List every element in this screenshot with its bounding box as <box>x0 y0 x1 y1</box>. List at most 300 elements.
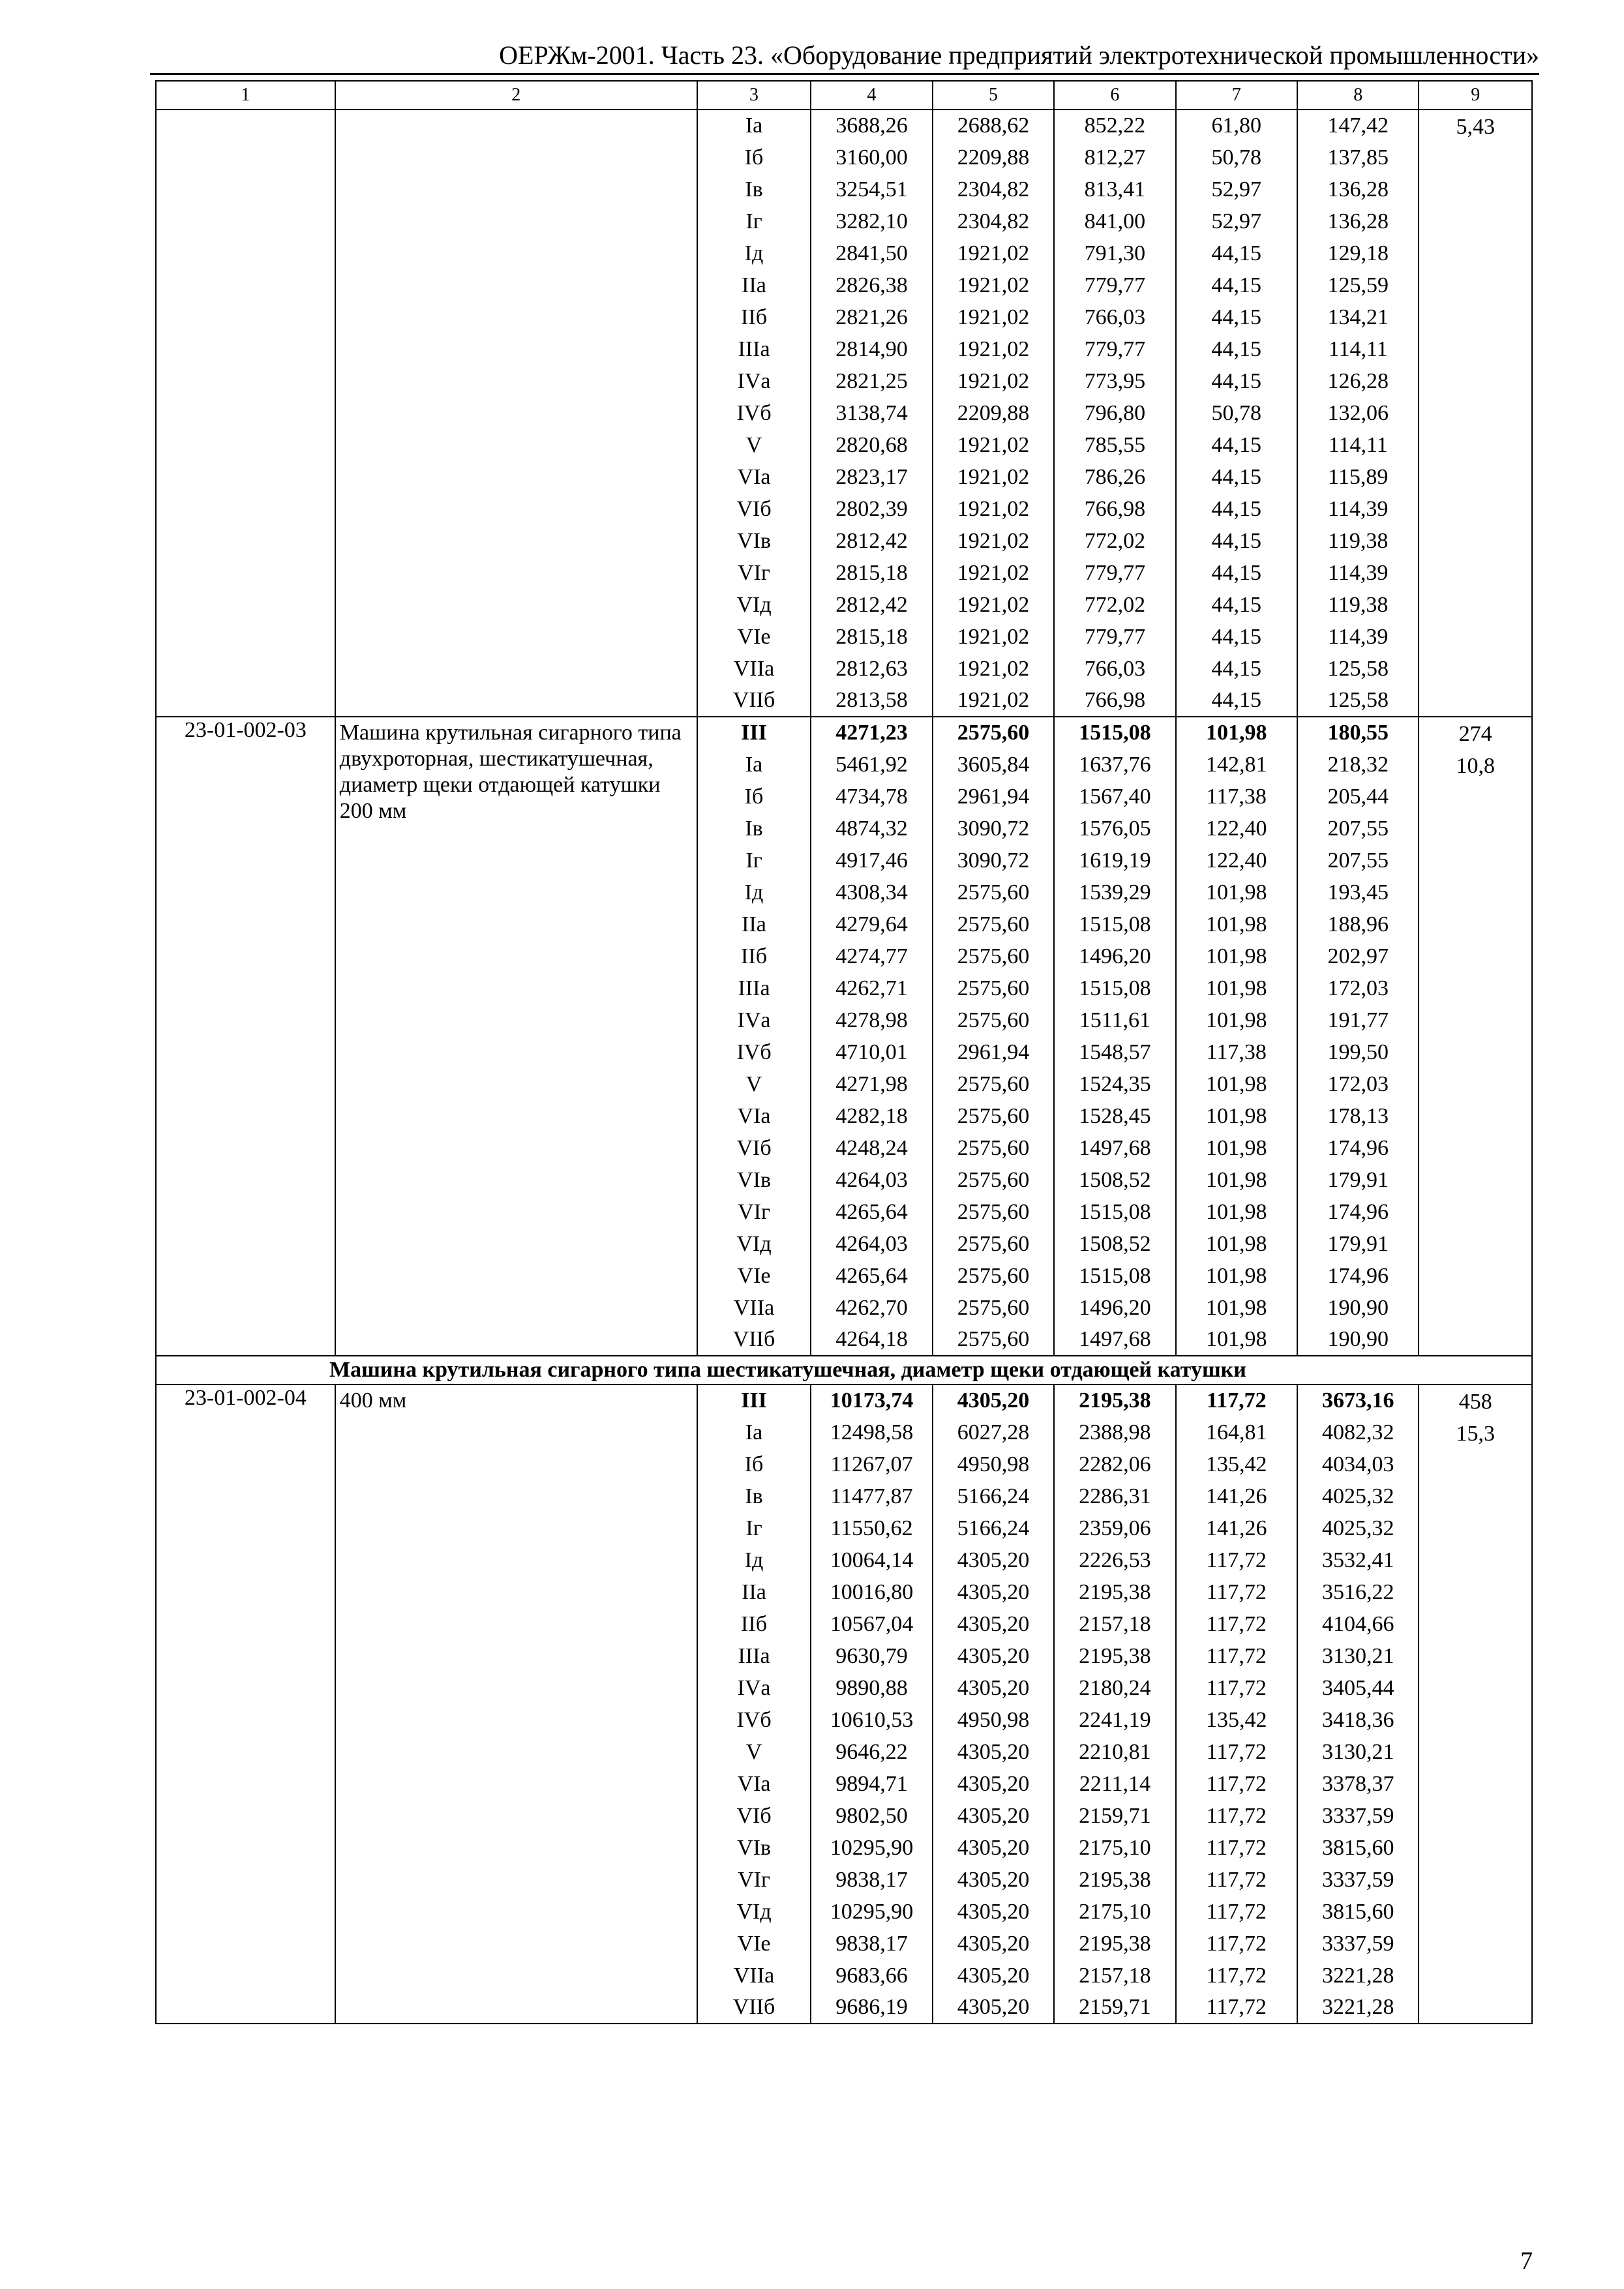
value-cell-c8: 3673,16 <box>1297 1384 1419 1416</box>
zone-cell: Iв <box>697 173 811 205</box>
value-cell-c8: 3378,37 <box>1297 1768 1419 1800</box>
column-numbers-row <box>156 81 1532 110</box>
value-cell-c8: 174,96 <box>1297 1132 1419 1164</box>
value-cell-c7: 44,15 <box>1176 429 1297 461</box>
value-cell-c6: 1548,57 <box>1054 1036 1175 1068</box>
value-cell-c6: 812,27 <box>1054 142 1175 173</box>
value-cell-c8: 172,03 <box>1297 972 1419 1004</box>
value-cell-c4: 11267,07 <box>811 1448 932 1480</box>
value-cell-c6: 1567,40 <box>1054 781 1175 813</box>
page-number: 7 <box>1520 2247 1533 2275</box>
value-cell-c6: 772,02 <box>1054 589 1175 621</box>
value-cell-c4: 9646,22 <box>811 1736 932 1768</box>
value-cell-c4: 4710,01 <box>811 1036 932 1068</box>
value-cell-c4: 4278,98 <box>811 1004 932 1036</box>
zone-cell: Iб <box>697 1448 811 1480</box>
zone-cell: VIIа <box>697 1960 811 1992</box>
value-cell-c8: 136,28 <box>1297 205 1419 237</box>
header-rule <box>150 73 1539 75</box>
value-cell-c4: 12498,58 <box>811 1416 932 1448</box>
value-cell-c4: 10567,04 <box>811 1608 932 1640</box>
value-cell-c5: 1921,02 <box>933 301 1054 333</box>
value-cell-c6: 1497,68 <box>1054 1324 1175 1356</box>
value-cell-c5: 1921,02 <box>933 621 1054 653</box>
value-cell-c7: 122,40 <box>1176 845 1297 876</box>
value-cell-c6: 2226,53 <box>1054 1544 1175 1576</box>
value-cell-c7: 61,80 <box>1176 110 1297 142</box>
value-cell-c6: 791,30 <box>1054 237 1175 269</box>
value-cell-c5: 1921,02 <box>933 333 1054 365</box>
value-cell-c7: 101,98 <box>1176 1132 1297 1164</box>
value-cell-c6: 1524,35 <box>1054 1068 1175 1100</box>
value-cell-c7: 117,72 <box>1176 1576 1297 1608</box>
value-cell-c5: 4950,98 <box>933 1704 1054 1736</box>
value-cell-c8: 179,91 <box>1297 1228 1419 1260</box>
value-cell-c7: 44,15 <box>1176 493 1297 525</box>
value-cell-c5: 1921,02 <box>933 589 1054 621</box>
value-cell-c4: 2812,42 <box>811 525 932 557</box>
value-cell-c8: 3130,21 <box>1297 1640 1419 1672</box>
value-cell-c6: 852,22 <box>1054 110 1175 142</box>
value-cell-c7: 101,98 <box>1176 1228 1297 1260</box>
value-cell-c8: 193,45 <box>1297 876 1419 908</box>
value-cell-c5: 1921,02 <box>933 269 1054 301</box>
value-cell-c5: 4305,20 <box>933 1896 1054 1928</box>
value-cell-c6: 2159,71 <box>1054 1992 1175 2024</box>
value-cell-c6: 2175,10 <box>1054 1896 1175 1928</box>
value-cell-c6: 2359,06 <box>1054 1512 1175 1544</box>
value-cell-c6: 1497,68 <box>1054 1132 1175 1164</box>
value-cell-c8: 174,96 <box>1297 1260 1419 1292</box>
zone-cell: Iа <box>697 749 811 781</box>
value-cell-c7: 44,15 <box>1176 525 1297 557</box>
value-cell-c5: 4305,20 <box>933 1928 1054 1960</box>
value-cell-c8: 4104,66 <box>1297 1608 1419 1640</box>
section-row <box>156 1356 1532 1384</box>
value-cell-c6: 2195,38 <box>1054 1928 1175 1960</box>
value-cell-c7: 101,98 <box>1176 908 1297 940</box>
value-cell-c8: 114,39 <box>1297 557 1419 589</box>
value-cell-c4: 9838,17 <box>811 1928 932 1960</box>
value-cell-c6: 813,41 <box>1054 173 1175 205</box>
col9-value-a: 458 <box>1458 1390 1492 1414</box>
rates-table <box>155 80 1533 2024</box>
value-cell-c5: 2575,60 <box>933 1164 1054 1196</box>
table-row <box>156 110 1532 142</box>
value-cell-c4: 4265,64 <box>811 1196 932 1228</box>
value-cell-c5: 2575,60 <box>933 1068 1054 1100</box>
running-header: ОЕРЖм-2001. Часть 23. «Оборудование предприятий электротехнической промышленности» <box>499 40 1539 70</box>
value-cell-c7: 117,72 <box>1176 1864 1297 1896</box>
table-row <box>156 1384 1532 1416</box>
value-cell-c5: 2209,88 <box>933 142 1054 173</box>
value-cell-c8: 126,28 <box>1297 365 1419 397</box>
value-cell-c5: 2575,60 <box>933 1132 1054 1164</box>
zone-cell: VIе <box>697 1928 811 1960</box>
col9-value: 5,43 <box>1456 115 1495 139</box>
value-cell-c7: 101,98 <box>1176 1196 1297 1228</box>
value-cell-c7: 44,15 <box>1176 365 1297 397</box>
value-cell-c6: 2241,19 <box>1054 1704 1175 1736</box>
value-cell-c5: 2575,60 <box>933 940 1054 972</box>
value-cell-c8: 4082,32 <box>1297 1416 1419 1448</box>
value-cell-c8: 136,28 <box>1297 173 1419 205</box>
value-cell-c4: 2823,17 <box>811 461 932 493</box>
value-cell-c5: 4305,20 <box>933 1576 1054 1608</box>
value-cell-c4: 4264,03 <box>811 1228 932 1260</box>
value-cell-c7: 101,98 <box>1176 1068 1297 1100</box>
value-cell-c6: 779,77 <box>1054 333 1175 365</box>
value-cell-c8: 114,39 <box>1297 493 1419 525</box>
zone-cell: VIIа <box>697 653 811 685</box>
value-cell-c8: 3418,36 <box>1297 1704 1419 1736</box>
column-number: 1 <box>156 81 335 110</box>
value-cell-c8: 3532,41 <box>1297 1544 1419 1576</box>
zone-cell: V <box>697 429 811 461</box>
value-cell-c7: 52,97 <box>1176 205 1297 237</box>
zone-cell: VIIб <box>697 685 811 717</box>
value-cell-c8: 3337,59 <box>1297 1928 1419 1960</box>
value-cell-c5: 2575,60 <box>933 1292 1054 1324</box>
value-cell-c5: 4305,20 <box>933 1384 1054 1416</box>
value-cell-c4: 2815,18 <box>811 621 932 653</box>
value-cell-c4: 4264,18 <box>811 1324 932 1356</box>
zone-cell: Iв <box>697 1480 811 1512</box>
value-cell-c6: 1508,52 <box>1054 1164 1175 1196</box>
zone-cell: IVб <box>697 1704 811 1736</box>
zone-cell: VIа <box>697 1768 811 1800</box>
value-cell-c7: 101,98 <box>1176 940 1297 972</box>
value-cell-c8: 3405,44 <box>1297 1672 1419 1704</box>
value-cell-c6: 1496,20 <box>1054 940 1175 972</box>
value-cell-c5: 2575,60 <box>933 1324 1054 1356</box>
value-cell-c5: 4950,98 <box>933 1448 1054 1480</box>
zone-cell: VIг <box>697 1196 811 1228</box>
value-cell-c6: 2210,81 <box>1054 1736 1175 1768</box>
value-cell-c5: 2961,94 <box>933 1036 1054 1068</box>
value-cell-c4: 9686,19 <box>811 1992 932 2024</box>
value-cell-c4: 10064,14 <box>811 1544 932 1576</box>
value-cell-c8: 3815,60 <box>1297 1896 1419 1928</box>
value-cell-c5: 2575,60 <box>933 717 1054 749</box>
value-cell-c6: 1496,20 <box>1054 1292 1175 1324</box>
code-cell <box>156 110 335 717</box>
zone-cell: IIб <box>697 940 811 972</box>
value-cell-c6: 2157,18 <box>1054 1960 1175 1992</box>
value-cell-c8: 114,39 <box>1297 621 1419 653</box>
value-cell-c5: 2575,60 <box>933 1004 1054 1036</box>
value-cell-c4: 4262,70 <box>811 1292 932 1324</box>
zone-cell: Iд <box>697 876 811 908</box>
value-cell-c8: 4025,32 <box>1297 1480 1419 1512</box>
value-cell-c8: 4034,03 <box>1297 1448 1419 1480</box>
value-cell-c5: 6027,28 <box>933 1416 1054 1448</box>
value-cell-c8: 129,18 <box>1297 237 1419 269</box>
col9-cell <box>1419 717 1532 1356</box>
value-cell-c4: 4279,64 <box>811 908 932 940</box>
value-cell-c8: 4025,32 <box>1297 1512 1419 1544</box>
value-cell-c7: 44,15 <box>1176 301 1297 333</box>
value-cell-c7: 117,72 <box>1176 1768 1297 1800</box>
column-number: 5 <box>933 81 1054 110</box>
zone-cell: IIIа <box>697 333 811 365</box>
value-cell-c5: 4305,20 <box>933 1832 1054 1864</box>
zone-cell: III <box>697 717 811 749</box>
zone-cell: IVб <box>697 1036 811 1068</box>
value-cell-c8: 199,50 <box>1297 1036 1419 1068</box>
value-cell-c5: 2688,62 <box>933 110 1054 142</box>
value-cell-c8: 125,59 <box>1297 269 1419 301</box>
value-cell-c4: 4265,64 <box>811 1260 932 1292</box>
column-number: 7 <box>1176 81 1297 110</box>
value-cell-c6: 773,95 <box>1054 365 1175 397</box>
value-cell-c4: 2820,68 <box>811 429 932 461</box>
value-cell-c4: 2813,58 <box>811 685 932 717</box>
value-cell-c4: 2826,38 <box>811 269 932 301</box>
value-cell-c6: 2195,38 <box>1054 1576 1175 1608</box>
value-cell-c6: 1515,08 <box>1054 1260 1175 1292</box>
zone-cell: VIв <box>697 1164 811 1196</box>
value-cell-c4: 9894,71 <box>811 1768 932 1800</box>
value-cell-c4: 4734,78 <box>811 781 932 813</box>
code-cell: 23-01-002-04 <box>156 1384 335 2024</box>
zone-cell: VIб <box>697 1800 811 1832</box>
value-cell-c6: 766,03 <box>1054 653 1175 685</box>
column-number: 9 <box>1419 81 1532 110</box>
value-cell-c8: 218,32 <box>1297 749 1419 781</box>
zone-cell: IVа <box>697 1004 811 1036</box>
value-cell-c6: 779,77 <box>1054 557 1175 589</box>
value-cell-c4: 9683,66 <box>811 1960 932 1992</box>
value-cell-c6: 841,00 <box>1054 205 1175 237</box>
value-cell-c7: 117,72 <box>1176 1608 1297 1640</box>
value-cell-c6: 2180,24 <box>1054 1672 1175 1704</box>
zone-cell: VIд <box>697 1228 811 1260</box>
value-cell-c5: 1921,02 <box>933 557 1054 589</box>
value-cell-c5: 4305,20 <box>933 1864 1054 1896</box>
value-cell-c8: 202,97 <box>1297 940 1419 972</box>
value-cell-c4: 10173,74 <box>811 1384 932 1416</box>
zone-cell: III <box>697 1384 811 1416</box>
value-cell-c8: 188,96 <box>1297 908 1419 940</box>
value-cell-c7: 44,15 <box>1176 557 1297 589</box>
value-cell-c6: 2211,14 <box>1054 1768 1175 1800</box>
value-cell-c7: 117,72 <box>1176 1992 1297 2024</box>
zone-cell: Iг <box>697 205 811 237</box>
zone-cell: VIв <box>697 525 811 557</box>
zone-cell: VIIб <box>697 1992 811 2024</box>
value-cell-c7: 44,15 <box>1176 653 1297 685</box>
value-cell-c6: 2195,38 <box>1054 1864 1175 1896</box>
value-cell-c4: 2815,18 <box>811 557 932 589</box>
value-cell-c6: 1528,45 <box>1054 1100 1175 1132</box>
value-cell-c7: 117,72 <box>1176 1736 1297 1768</box>
value-cell-c5: 4305,20 <box>933 1640 1054 1672</box>
value-cell-c7: 101,98 <box>1176 1292 1297 1324</box>
value-cell-c7: 44,15 <box>1176 461 1297 493</box>
value-cell-c5: 1921,02 <box>933 365 1054 397</box>
value-cell-c8: 178,13 <box>1297 1100 1419 1132</box>
zone-cell: IIа <box>697 908 811 940</box>
value-cell-c4: 4917,46 <box>811 845 932 876</box>
zone-cell: VIIб <box>697 1324 811 1356</box>
value-cell-c8: 205,44 <box>1297 781 1419 813</box>
column-number: 3 <box>697 81 811 110</box>
zone-cell: IIа <box>697 1576 811 1608</box>
value-cell-c8: 137,85 <box>1297 142 1419 173</box>
value-cell-c7: 135,42 <box>1176 1448 1297 1480</box>
value-cell-c4: 3254,51 <box>811 173 932 205</box>
value-cell-c5: 2961,94 <box>933 781 1054 813</box>
value-cell-c7: 44,15 <box>1176 333 1297 365</box>
value-cell-c8: 114,11 <box>1297 333 1419 365</box>
column-number: 2 <box>335 81 697 110</box>
value-cell-c5: 4305,20 <box>933 1992 1054 2024</box>
value-cell-c4: 2841,50 <box>811 237 932 269</box>
value-cell-c4: 4262,71 <box>811 972 932 1004</box>
value-cell-c7: 101,98 <box>1176 717 1297 749</box>
value-cell-c4: 2821,26 <box>811 301 932 333</box>
zone-cell: IVа <box>697 1672 811 1704</box>
value-cell-c7: 101,98 <box>1176 876 1297 908</box>
value-cell-c4: 3160,00 <box>811 142 932 173</box>
value-cell-c4: 4274,77 <box>811 940 932 972</box>
value-cell-c7: 117,72 <box>1176 1928 1297 1960</box>
value-cell-c4: 2812,42 <box>811 589 932 621</box>
value-cell-c5: 1921,02 <box>933 685 1054 717</box>
value-cell-c6: 1511,61 <box>1054 1004 1175 1036</box>
zone-cell: VIе <box>697 621 811 653</box>
value-cell-c8: 172,03 <box>1297 1068 1419 1100</box>
value-cell-c6: 1637,76 <box>1054 749 1175 781</box>
value-cell-c5: 1921,02 <box>933 461 1054 493</box>
value-cell-c6: 2282,06 <box>1054 1448 1175 1480</box>
value-cell-c5: 1921,02 <box>933 237 1054 269</box>
value-cell-c4: 9802,50 <box>811 1800 932 1832</box>
value-cell-c8: 3337,59 <box>1297 1864 1419 1896</box>
value-cell-c6: 779,77 <box>1054 269 1175 301</box>
value-cell-c8: 3516,22 <box>1297 1576 1419 1608</box>
value-cell-c8: 3815,60 <box>1297 1832 1419 1864</box>
value-cell-c4: 3138,74 <box>811 397 932 429</box>
zone-cell: VIIа <box>697 1292 811 1324</box>
value-cell-c6: 1508,52 <box>1054 1228 1175 1260</box>
zone-cell: Iд <box>697 237 811 269</box>
value-cell-c4: 2812,63 <box>811 653 932 685</box>
zone-cell: IIIа <box>697 972 811 1004</box>
zone-cell: Iв <box>697 813 811 845</box>
value-cell-c4: 3282,10 <box>811 205 932 237</box>
value-cell-c6: 772,02 <box>1054 525 1175 557</box>
value-cell-c5: 4305,20 <box>933 1960 1054 1992</box>
zone-cell: Iг <box>697 845 811 876</box>
value-cell-c8: 180,55 <box>1297 717 1419 749</box>
value-cell-c6: 2195,38 <box>1054 1640 1175 1672</box>
zone-cell: VIг <box>697 1864 811 1896</box>
value-cell-c4: 10016,80 <box>811 1576 932 1608</box>
zone-cell: IIIа <box>697 1640 811 1672</box>
value-cell-c7: 117,38 <box>1176 1036 1297 1068</box>
zone-cell: IIа <box>697 269 811 301</box>
value-cell-c6: 1576,05 <box>1054 813 1175 845</box>
value-cell-c6: 766,98 <box>1054 493 1175 525</box>
value-cell-c5: 1921,02 <box>933 429 1054 461</box>
value-cell-c6: 1515,08 <box>1054 1196 1175 1228</box>
value-cell-c7: 117,72 <box>1176 1800 1297 1832</box>
value-cell-c5: 2575,60 <box>933 1260 1054 1292</box>
value-cell-c8: 114,11 <box>1297 429 1419 461</box>
value-cell-c4: 2802,39 <box>811 493 932 525</box>
zone-cell: VIе <box>697 1260 811 1292</box>
value-cell-c5: 3090,72 <box>933 845 1054 876</box>
zone-cell: VIа <box>697 461 811 493</box>
name-cell <box>335 110 697 717</box>
value-cell-c7: 117,72 <box>1176 1640 1297 1672</box>
value-cell-c8: 174,96 <box>1297 1196 1419 1228</box>
value-cell-c5: 4305,20 <box>933 1736 1054 1768</box>
value-cell-c5: 2575,60 <box>933 908 1054 940</box>
value-cell-c6: 1539,29 <box>1054 876 1175 908</box>
value-cell-c5: 2304,82 <box>933 205 1054 237</box>
value-cell-c5: 5166,24 <box>933 1480 1054 1512</box>
value-cell-c6: 2157,18 <box>1054 1608 1175 1640</box>
value-cell-c5: 5166,24 <box>933 1512 1054 1544</box>
value-cell-c4: 4308,34 <box>811 876 932 908</box>
zone-cell: VIд <box>697 1896 811 1928</box>
zone-cell: VIа <box>697 1100 811 1132</box>
value-cell-c6: 1515,08 <box>1054 908 1175 940</box>
value-cell-c8: 134,21 <box>1297 301 1419 333</box>
value-cell-c8: 147,42 <box>1297 110 1419 142</box>
value-cell-c8: 179,91 <box>1297 1164 1419 1196</box>
value-cell-c6: 1515,08 <box>1054 717 1175 749</box>
value-cell-c6: 2286,31 <box>1054 1480 1175 1512</box>
value-cell-c6: 2175,10 <box>1054 1832 1175 1864</box>
value-cell-c7: 164,81 <box>1176 1416 1297 1448</box>
column-number: 8 <box>1297 81 1419 110</box>
value-cell-c7: 101,98 <box>1176 1164 1297 1196</box>
value-cell-c5: 4305,20 <box>933 1672 1054 1704</box>
value-cell-c5: 4305,20 <box>933 1768 1054 1800</box>
zone-cell: Iг <box>697 1512 811 1544</box>
value-cell-c8: 3221,28 <box>1297 1992 1419 2024</box>
section-title: Машина крутильная сигарного типа шестикатушечная, диаметр щеки отдающей катушки <box>156 1356 1532 1384</box>
value-cell-c7: 141,26 <box>1176 1512 1297 1544</box>
value-cell-c7: 101,98 <box>1176 1100 1297 1132</box>
value-cell-c8: 119,38 <box>1297 589 1419 621</box>
name-cell: Машина крутильная сигарного типа двухроторная, шестикатушечная, диаметр щеки отдающей катушки 200 мм <box>335 717 697 1356</box>
zone-cell: IVб <box>697 397 811 429</box>
value-cell-c6: 779,77 <box>1054 621 1175 653</box>
value-cell-c7: 101,98 <box>1176 1260 1297 1292</box>
zone-cell: VIв <box>697 1832 811 1864</box>
value-cell-c5: 1921,02 <box>933 653 1054 685</box>
value-cell-c4: 10295,90 <box>811 1832 932 1864</box>
zone-cell: Iб <box>697 781 811 813</box>
value-cell-c6: 766,03 <box>1054 301 1175 333</box>
zone-cell: Iа <box>697 110 811 142</box>
value-cell-c5: 2575,60 <box>933 1100 1054 1132</box>
value-cell-c5: 4305,20 <box>933 1800 1054 1832</box>
value-cell-c7: 122,40 <box>1176 813 1297 845</box>
zone-cell: IVа <box>697 365 811 397</box>
value-cell-c7: 117,72 <box>1176 1960 1297 1992</box>
value-cell-c7: 135,42 <box>1176 1704 1297 1736</box>
column-number: 4 <box>811 81 932 110</box>
value-cell-c4: 4874,32 <box>811 813 932 845</box>
value-cell-c4: 9630,79 <box>811 1640 932 1672</box>
value-cell-c4: 2814,90 <box>811 333 932 365</box>
